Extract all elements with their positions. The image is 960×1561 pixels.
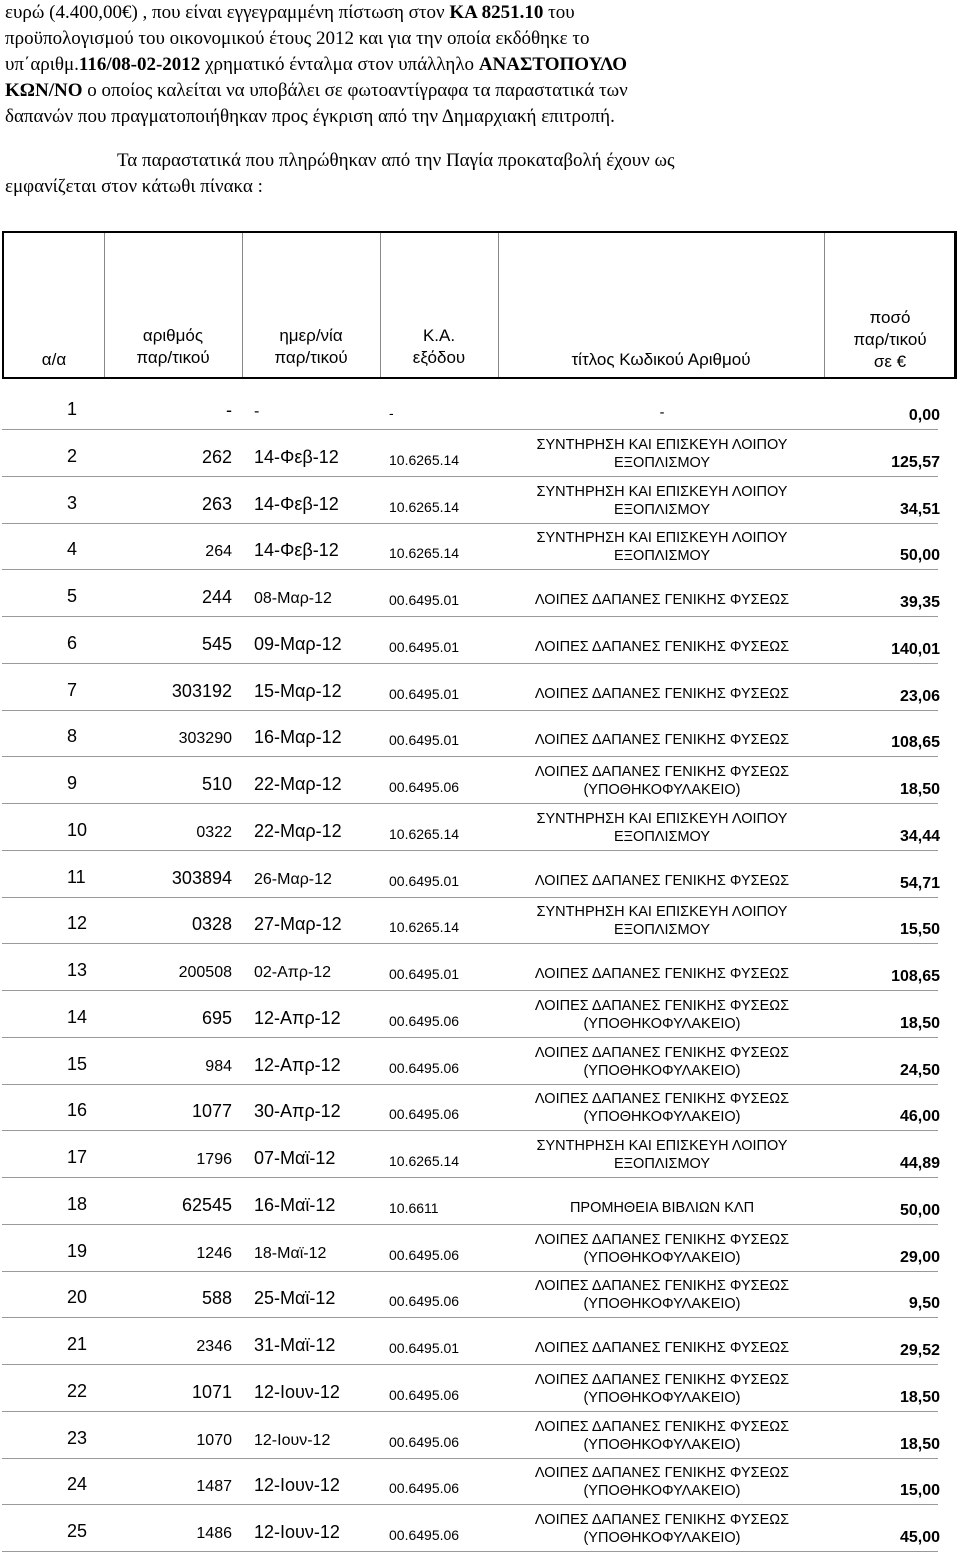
- cell-date: 02-Απρ-12: [254, 964, 332, 981]
- cell-title: [502, 903, 822, 939]
- cell-title-line-1: ΣΥΝΤΗΡΗΣΗ ΚΑΙ ΕΠΙΣΚΕΥΗ ΛΟΙΠΟΥ: [536, 530, 788, 547]
- cell-title: [502, 1339, 822, 1357]
- cell-number: 303290: [178, 730, 232, 748]
- cell-amount: 34,44: [899, 827, 940, 845]
- cell-title-line-2: (ΥΠΟΘΗΚΟΦΥΛΑΚΕΙΟ): [583, 782, 741, 798]
- cell-number: 244: [201, 587, 232, 607]
- cell-code: 10.6265.14: [389, 919, 460, 936]
- cell-date: 26-Μαρ-12: [254, 870, 332, 888]
- table-row: [0, 1508, 960, 1552]
- cell-code: 00.6495.01: [389, 1340, 460, 1356]
- cell-amount: 0,00: [908, 407, 940, 424]
- cell-amount: 18,50: [899, 1014, 940, 1032]
- header-amount: ποσό παρ/τικού σε €: [853, 308, 927, 371]
- cell-title-line-2: (ΥΠΟΘΗΚΟΦΥΛΑΚΕΙΟ): [583, 1109, 741, 1126]
- cell-title-line-1: ΛΟΙΠΕΣ ΔΑΠΑΝΕΣ ΓΕΝΙΚΗΣ ΦΥΣΕΩΣ: [534, 872, 790, 889]
- intro2-line-1: Τα παραστατικά που πληρώθηκαν από την Παγία προκαταβολή έχουν ως: [117, 150, 675, 171]
- cell-number: 545: [201, 633, 232, 654]
- cell-title-line-2: (ΥΠΟΘΗΚΟΦΥΛΑΚΕΙΟ): [583, 1062, 741, 1079]
- cell-code: 00.6495.01: [389, 872, 460, 889]
- cell-aa: 1: [67, 399, 78, 419]
- table-row: [0, 1041, 960, 1085]
- cell-code: 00.6495.06: [389, 1293, 460, 1310]
- cell-number: 303894: [171, 867, 232, 888]
- cell-aa: 8: [67, 726, 78, 747]
- cell-amount: 9,50: [908, 1295, 940, 1313]
- intro-line-2: προϋπολογισμού του οικονομικού έτους 2012 και για την οποία εκδόθηκε το: [5, 28, 590, 49]
- cell-title-line-2: ΕΞΟΠΛΙΣΜΟΥ: [613, 1156, 711, 1172]
- cell-title-line-2: (ΥΠΟΘΗΚΟΦΥΛΑΚΕΙΟ): [583, 1249, 741, 1266]
- cell-amount: 15,00: [899, 1482, 940, 1500]
- cell-title: [502, 1418, 822, 1454]
- cell-code: 00.6495.01: [389, 732, 460, 749]
- cell-title-line-1: ΛΟΙΠΕΣ ΔΑΠΑΝΕΣ ΓΕΝΙΚΗΣ ΦΥΣΕΩΣ: [534, 1044, 790, 1061]
- cell-aa: 18: [67, 1193, 88, 1214]
- cell-date: 16-Μαρ-12: [254, 727, 342, 748]
- cell-title: [502, 436, 822, 472]
- table-row: [0, 807, 960, 851]
- table-header: [2, 231, 957, 379]
- table-row: [0, 900, 960, 944]
- cell-title-line-1: ΛΟΙΠΕΣ ΔΑΠΑΝΕΣ ΓΕΝΙΚΗΣ ΦΥΣΕΩΣ: [534, 1371, 790, 1388]
- cell-date: 14-Φεβ-12: [254, 540, 339, 561]
- cell-title-line-1: ΛΟΙΠΕΣ ΔΑΠΑΝΕΣ ΓΕΝΙΚΗΣ ΦΥΣΕΩΣ: [534, 966, 790, 982]
- table-row: [0, 1321, 960, 1365]
- cell-aa: 7: [67, 679, 78, 700]
- cell-title-line-2: (ΥΠΟΘΗΚΟΦΥΛΑΚΕΙΟ): [583, 1436, 741, 1453]
- cell-title-line-2: (ΥΠΟΘΗΚΟΦΥΛΑΚΕΙΟ): [583, 1296, 741, 1313]
- cell-code: 00.6495.06: [389, 1246, 460, 1263]
- cell-title: [502, 965, 822, 983]
- header-title: τίτλος Κωδικού Αριθμού: [571, 350, 751, 369]
- employee-firstname: ΚΩΝ/ΝΟ: [5, 80, 83, 101]
- cell-title-line-2: ΕΞΟΠΛΙΣΜΟΥ: [613, 501, 711, 518]
- cell-number: 200508: [178, 964, 232, 981]
- intro-line-5: δαπανών που πραγματοποιήθηκαν προς έγκριση από την Δημαρχιακή επιτροπή.: [5, 106, 615, 127]
- cell-title-line-1: ΛΟΙΠΕΣ ΔΑΠΑΝΕΣ ΓΕΝΙΚΗΣ ΦΥΣΕΩΣ: [534, 685, 790, 702]
- cell-title: [502, 763, 822, 799]
- cell-title: [502, 685, 822, 703]
- cell-amount: 39,35: [899, 594, 940, 611]
- cell-code: 00.6495.06: [389, 1059, 460, 1076]
- cell-title-line-1: ΛΟΙΠΕΣ ΔΑΠΑΝΕΣ ΓΕΝΙΚΗΣ ΦΥΣΕΩΣ: [534, 1512, 790, 1528]
- cell-title-line-2: ΕΞΟΠΛΙΣΜΟΥ: [613, 922, 711, 939]
- cell-code: 00.6495.06: [389, 1106, 460, 1123]
- table-row: [0, 1461, 960, 1505]
- cell-number: 1246: [196, 1244, 232, 1262]
- cell-title: [502, 404, 822, 422]
- cell-amount: 108,65: [891, 734, 940, 752]
- header-number: αριθμός παρ/τικού: [136, 326, 210, 367]
- cell-date: 27-Μαρ-12: [254, 914, 342, 935]
- budget-code: ΚΑ 8251.10: [449, 2, 544, 23]
- cell-title: [502, 591, 822, 609]
- cell-amount: 50,00: [899, 547, 940, 565]
- table-row: [0, 386, 960, 430]
- cell-aa: 14: [67, 1006, 88, 1027]
- cell-title-line-1: ΣΥΝΤΗΡΗΣΗ ΚΑΙ ΕΠΙΣΚΕΥΗ ΛΟΙΠΟΥ: [536, 436, 788, 453]
- cell-number: -: [226, 400, 232, 420]
- cell-number: 2346: [196, 1338, 232, 1355]
- cell-number: 1071: [191, 1381, 232, 1402]
- cell-title-line-2: ΕΞΟΠΛΙΣΜΟΥ: [613, 548, 711, 565]
- table-row: [0, 760, 960, 804]
- header-date: ημερ/νία παρ/τικού: [274, 326, 348, 367]
- cell-title-line-1: ΛΟΙΠΕΣ ΔΑΠΑΝΕΣ ΓΕΝΙΚΗΣ ΦΥΣΕΩΣ: [534, 1340, 790, 1356]
- cell-code: 10.6265.14: [389, 451, 460, 468]
- cell-date: 12-Ιουν-12: [254, 1522, 340, 1542]
- cell-date: 15-Μαρ-12: [254, 680, 342, 701]
- cell-number: 262: [201, 446, 232, 467]
- cell-title-line-1: ΣΥΝΤΗΡΗΣΗ ΚΑΙ ΕΠΙΣΚΕΥΗ ΛΟΙΠΟΥ: [536, 810, 788, 827]
- cell-aa: 17: [67, 1147, 88, 1167]
- cell-code: 00.6495.06: [389, 1386, 460, 1403]
- cell-title-line-1: ΛΟΙΠΕΣ ΔΑΠΑΝΕΣ ΓΕΝΙΚΗΣ ΦΥΣΕΩΣ: [534, 732, 790, 749]
- cell-title-line-1: ΣΥΝΤΗΡΗΣΗ ΚΑΙ ΕΠΙΣΚΕΥΗ ΛΟΙΠΟΥ: [536, 904, 788, 921]
- cell-amount: 46,00: [899, 1108, 940, 1126]
- cell-title-line-1: ΣΥΝΤΗΡΗΣΗ ΚΑΙ ΕΠΙΣΚΕΥΗ ΛΟΙΠΟΥ: [536, 483, 788, 500]
- table-row: [0, 1415, 960, 1459]
- cell-amount: 24,50: [899, 1061, 940, 1079]
- cell-number: 263: [201, 493, 232, 514]
- cell-number: 62545: [181, 1194, 232, 1215]
- employee-surname: ΑΝΑΣΤΟΠΟΥΛΟ: [478, 54, 628, 75]
- cell-title-line-2: (ΥΠΟΘΗΚΟΦΥΛΑΚΕΙΟ): [583, 1530, 741, 1546]
- cell-aa: 3: [67, 492, 78, 513]
- cell-amount: 34,51: [899, 500, 940, 518]
- cell-amount: 44,89: [899, 1155, 940, 1172]
- cell-title-line-1: ΛΟΙΠΕΣ ΔΑΠΑΝΕΣ ΓΕΝΙΚΗΣ ΦΥΣΕΩΣ: [534, 1091, 790, 1108]
- cell-amount: 29,52: [899, 1342, 940, 1359]
- cell-number: 588: [201, 1288, 232, 1309]
- cell-aa: 21: [67, 1334, 88, 1354]
- cell-aa: 11: [67, 866, 86, 887]
- table-row: [0, 1134, 960, 1178]
- cell-title-line-2: (ΥΠΟΘΗΚΟΦΥΛΑΚΕΙΟ): [583, 1389, 741, 1406]
- cell-title: [502, 529, 822, 565]
- cell-number: 0322: [196, 823, 232, 841]
- cell-title-line-1: ΛΟΙΠΕΣ ΔΑΠΑΝΕΣ ΓΕΝΙΚΗΣ ΦΥΣΕΩΣ: [534, 1418, 790, 1435]
- cell-title: [502, 1277, 822, 1313]
- cell-number: 1077: [191, 1101, 232, 1122]
- cell-title: [502, 997, 822, 1033]
- cell-code: 00.6495.06: [389, 1480, 460, 1497]
- table-row: [0, 433, 960, 477]
- cell-amount: 18,50: [899, 1435, 940, 1453]
- cell-title-line-2: (ΥΠΟΘΗΚΟΦΥΛΑΚΕΙΟ): [583, 1483, 741, 1500]
- cell-number: 1796: [196, 1151, 232, 1168]
- cell-title-line-2: (ΥΠΟΘΗΚΟΦΥΛΑΚΕΙΟ): [583, 1015, 741, 1032]
- table-row: [0, 854, 960, 898]
- cell-title-line-1: ΛΟΙΠΕΣ ΔΑΠΑΝΕΣ ΓΕΝΙΚΗΣ ΦΥΣΕΩΣ: [534, 592, 790, 608]
- cell-title: [502, 1199, 822, 1217]
- cell-title: [502, 1044, 822, 1080]
- cell-code: 00.6495.06: [389, 1527, 460, 1543]
- table-row: [0, 994, 960, 1038]
- cell-code: 10.6265.14: [389, 1153, 460, 1169]
- cell-title: [502, 638, 822, 656]
- header-code: Κ.Α. εξόδου: [412, 326, 466, 367]
- cell-amount: 18,50: [899, 1388, 940, 1406]
- intro-paragraph-2: [5, 148, 923, 200]
- cell-aa: 19: [67, 1240, 88, 1261]
- cell-title: [502, 1090, 822, 1126]
- cell-code: 00.6495.06: [389, 1433, 460, 1450]
- cell-number: 0328: [191, 914, 232, 935]
- cell-code: 00.6495.01: [389, 966, 460, 982]
- cell-aa: 2: [67, 445, 78, 466]
- cell-title-line-2: ΕΞΟΠΛΙΣΜΟΥ: [613, 454, 711, 471]
- cell-title: [502, 1137, 822, 1173]
- cell-aa: 4: [67, 539, 78, 560]
- table-row: [0, 713, 960, 757]
- cell-date: 12-Ιουν-12: [254, 1475, 340, 1496]
- cell-code: 00.6495.01: [389, 592, 460, 608]
- cell-date: 12-Απρ-12: [254, 1007, 341, 1028]
- cell-date: 08-Μαρ-12: [254, 590, 332, 607]
- cell-aa: 22: [67, 1380, 88, 1401]
- cell-title: [502, 1464, 822, 1500]
- cell-amount: 125,57: [891, 453, 940, 471]
- table-row: [0, 1087, 960, 1131]
- table-row: [0, 1368, 960, 1412]
- cell-amount: 108,65: [891, 968, 940, 985]
- cell-code: 00.6495.06: [389, 1012, 460, 1029]
- cell-number: 1486: [196, 1525, 232, 1542]
- cell-title-line-1: ΛΟΙΠΕΣ ΔΑΠΑΝΕΣ ΓΕΝΙΚΗΣ ΦΥΣΕΩΣ: [534, 638, 790, 655]
- cell-title-line-1: ΛΟΙΠΕΣ ΔΑΠΑΝΕΣ ΓΕΝΙΚΗΣ ΦΥΣΕΩΣ: [534, 1231, 790, 1248]
- cell-date: 07-Μαϊ-12: [254, 1148, 336, 1168]
- cell-title: [502, 731, 822, 749]
- cell-title-line-1: ΛΟΙΠΕΣ ΔΑΠΑΝΕΣ ΓΕΝΙΚΗΣ ΦΥΣΕΩΣ: [534, 997, 790, 1014]
- cell-code: 10.6265.14: [389, 545, 460, 562]
- cell-amount: 50,00: [899, 1201, 940, 1219]
- cell-date: 31-Μαϊ-12: [254, 1335, 336, 1355]
- cell-number: 264: [205, 543, 232, 561]
- cell-title-line-1: -: [659, 405, 665, 421]
- cell-aa: 12: [67, 913, 88, 934]
- cell-title: [502, 1231, 822, 1267]
- table-row: [0, 526, 960, 570]
- intro-paragraph: [5, 0, 923, 130]
- cell-title: [502, 1511, 822, 1547]
- cell-number: 984: [205, 1057, 232, 1075]
- cell-date: 14-Φεβ-12: [254, 493, 339, 514]
- cell-aa: 13: [67, 960, 88, 980]
- cell-title: [502, 483, 822, 519]
- cell-number: 695: [201, 1007, 232, 1028]
- cell-aa: 6: [67, 632, 78, 653]
- cell-date: 14-Φεβ-12: [254, 446, 339, 467]
- cell-date: 12-Απρ-12: [254, 1054, 341, 1075]
- cell-date: 12-Ιουν-12: [254, 1431, 331, 1449]
- table-row: [0, 1274, 960, 1318]
- cell-date: 12-Ιουν-12: [254, 1381, 340, 1402]
- intro-line-3: υπ΄αριθμ.116/08-02-2012 χρηματικό ένταλμα στον υπάλληλο ΑΝΑΣΤΟΠΟΥΛΟ: [5, 54, 628, 75]
- cell-aa: 10: [67, 819, 88, 840]
- cell-date: 22-Μαρ-12: [254, 820, 342, 841]
- cell-aa: 16: [67, 1100, 88, 1121]
- cell-aa: 9: [67, 773, 78, 793]
- cell-title-line-1: ΛΟΙΠΕΣ ΔΑΠΑΝΕΣ ΓΕΝΙΚΗΣ ΦΥΣΕΩΣ: [534, 1278, 790, 1295]
- cell-title: [502, 1371, 822, 1407]
- intro-line-1: ευρώ (4.400,00€) , που είναι εγγεγραμμένη πίστωση στον ΚΑ 8251.10 του: [5, 2, 575, 23]
- cell-number: 510: [201, 774, 232, 794]
- cell-title-line-1: ΠΡΟΜΗΘΕΙΑ ΒΙΒΛΙΩΝ ΚΛΠ: [569, 1199, 755, 1216]
- table-row: [0, 1228, 960, 1272]
- cell-title: [502, 810, 822, 846]
- cell-title: [502, 872, 822, 890]
- cell-amount: 54,71: [899, 874, 940, 892]
- cell-date: 16-Μαϊ-12: [254, 1194, 336, 1215]
- cell-date: 30-Απρ-12: [254, 1101, 341, 1122]
- cell-aa: 25: [67, 1521, 88, 1541]
- cell-number: 303192: [171, 680, 232, 701]
- cell-title-line-2: ΕΞΟΠΛΙΣΜΟΥ: [613, 828, 711, 845]
- table-row: [0, 947, 960, 991]
- cell-amount: 23,06: [899, 687, 940, 705]
- cell-aa: 24: [67, 1474, 88, 1495]
- intro-line-4: ΚΩΝ/ΝΟ ο οποίος καλείται να υποβάλει σε φωτοαντίγραφα τα παραστατικά των: [5, 80, 628, 101]
- intro2-line-2: εμφανίζεται στον κάτωθι πίνακα :: [5, 176, 263, 197]
- cell-title-line-1: ΛΟΙΠΕΣ ΔΑΠΑΝΕΣ ΓΕΝΙΚΗΣ ΦΥΣΕΩΣ: [534, 1465, 790, 1482]
- header-aa: α/α: [41, 350, 67, 369]
- cell-date: 09-Μαρ-12: [254, 633, 342, 654]
- cell-code: 00.6495.01: [389, 685, 460, 702]
- cell-title-line-1: ΛΟΙΠΕΣ ΔΑΠΑΝΕΣ ΓΕΝΙΚΗΣ ΦΥΣΕΩΣ: [534, 764, 790, 780]
- cell-date: 25-Μαϊ-12: [254, 1288, 336, 1309]
- cell-aa: 5: [67, 586, 78, 606]
- table-row: [0, 573, 960, 617]
- warrant-number: 116/08-02-2012: [78, 54, 201, 75]
- cell-amount: 45,00: [899, 1529, 940, 1546]
- cell-aa: 15: [67, 1053, 88, 1074]
- cell-amount: 140,01: [891, 640, 940, 658]
- cell-date: 22-Μαρ-12: [254, 774, 342, 794]
- cell-aa: 23: [67, 1427, 88, 1448]
- cell-date: -: [254, 403, 260, 420]
- cell-code: 10.6265.14: [389, 825, 460, 842]
- cell-number: 1487: [196, 1478, 232, 1496]
- table-row: [0, 620, 960, 664]
- cell-code: 10.6265.14: [389, 498, 460, 515]
- table-row: [0, 480, 960, 524]
- table-row: [0, 667, 960, 711]
- cell-number: 1070: [196, 1431, 232, 1449]
- table-row: [0, 1181, 960, 1225]
- cell-code: 00.6495.01: [389, 638, 460, 655]
- cell-amount: 29,00: [899, 1248, 940, 1266]
- cell-amount: 18,50: [899, 781, 940, 798]
- cell-date: 18-Μαϊ-12: [254, 1244, 327, 1262]
- cell-title-line-1: ΣΥΝΤΗΡΗΣΗ ΚΑΙ ΕΠΙΣΚΕΥΗ ΛΟΙΠΟΥ: [536, 1138, 788, 1154]
- cell-aa: 20: [67, 1287, 88, 1308]
- cell-code: -: [389, 405, 394, 421]
- cell-amount: 15,50: [899, 921, 940, 939]
- cell-code: 00.6495.06: [389, 779, 460, 795]
- cell-code: 10.6611: [389, 1199, 439, 1216]
